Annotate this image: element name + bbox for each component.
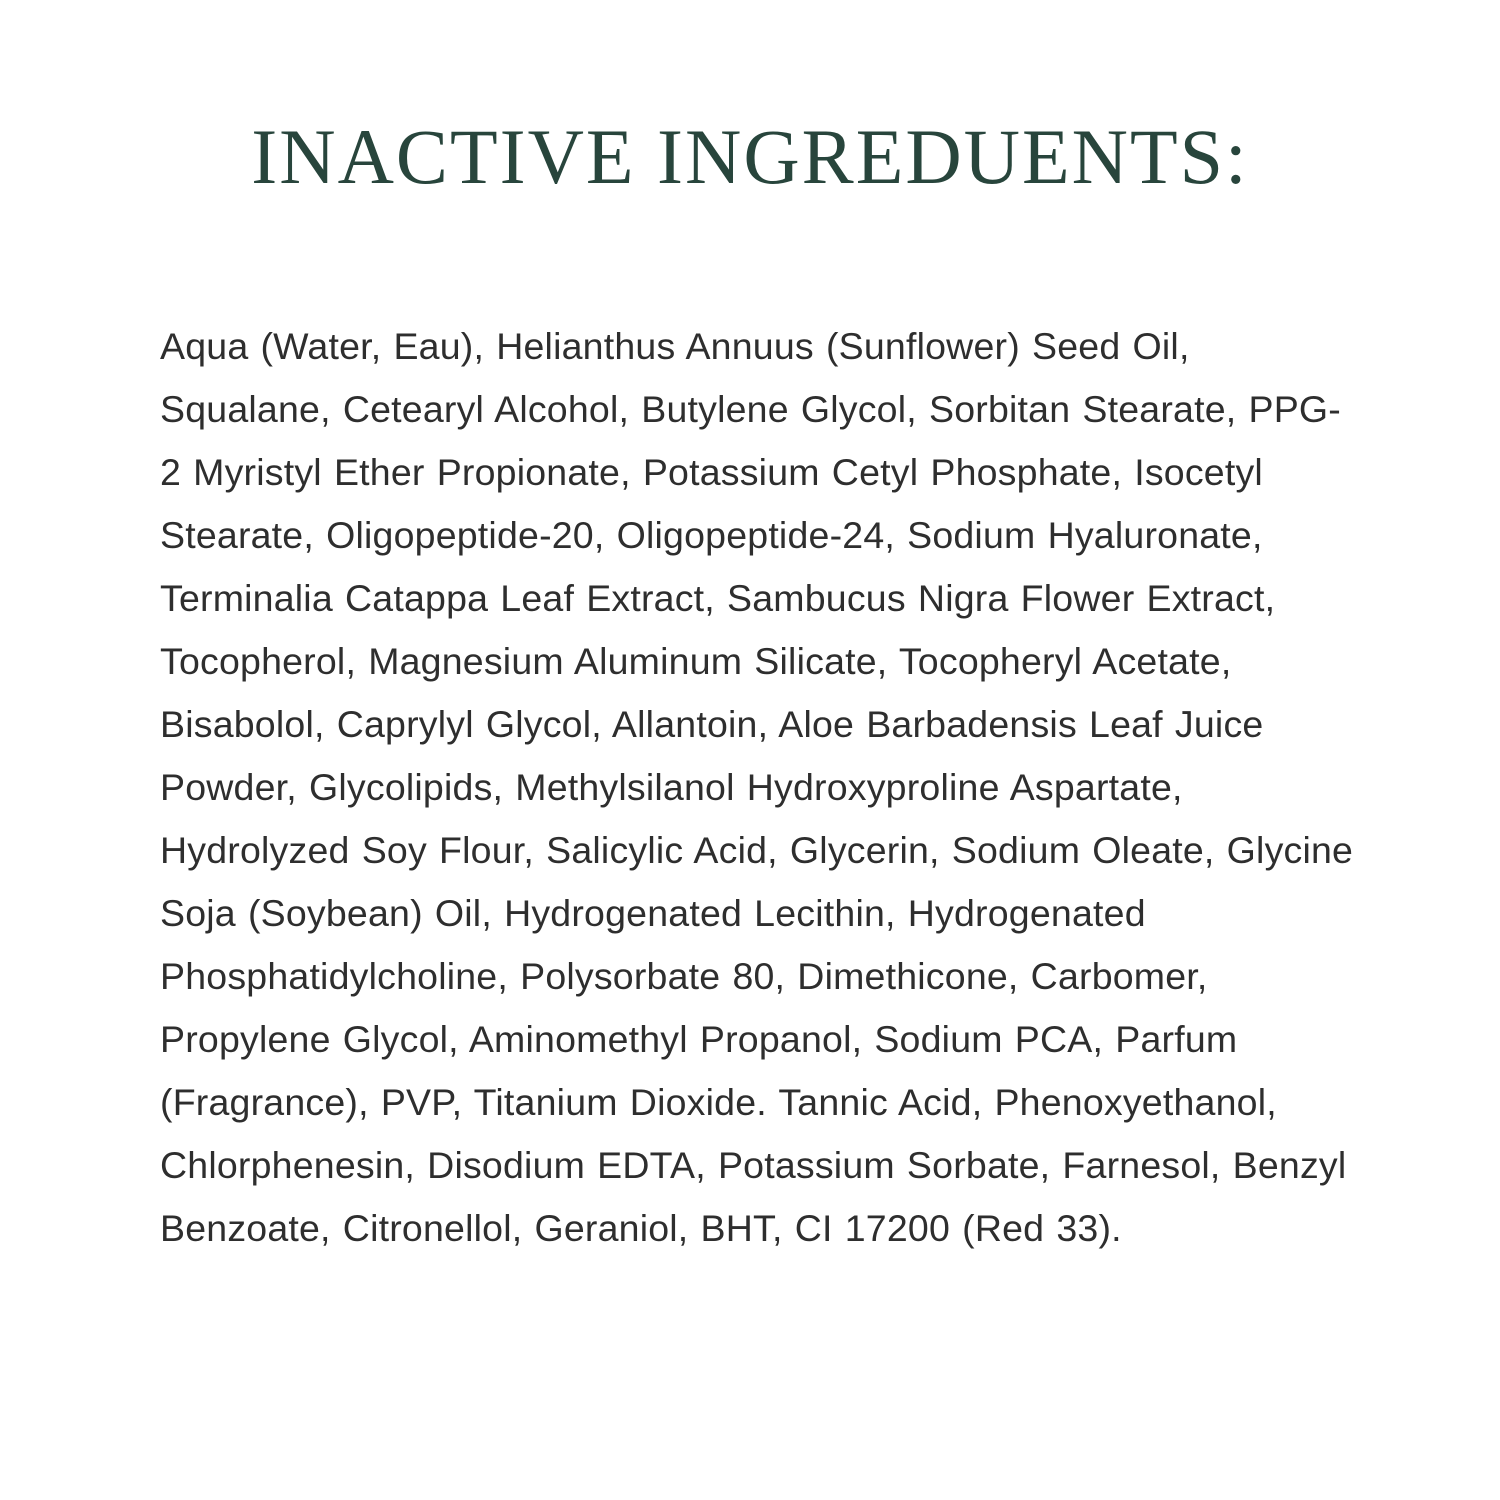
page-title: INACTIVE INGREDUENTS: xyxy=(251,113,1249,200)
ingredients-list-text: Aqua (Water, Eau), Helianthus Annuus (Sunflower) Seed Oil, Squalane, Cetearyl Alcohol, Butylene Glycol, Sorbitan Stearate, PPG-2 Myristyl Ether Propionate, Potassium Cetyl Phosphate, Isocetyl Stearate, Oligopeptide-20, Oligopeptide-24, Sodium Hyaluronate, Terminalia Catappa Leaf Extract, Sambucus Nigra Flower Extract, Tocopherol, Magnesium Aluminum Silicate, Tocopheryl Acetate, Bisabolol, Caprylyl Glycol, Allantoin, Aloe Barbadensis Leaf Juice Powder, Glycolipids, Methylsilanol Hydroxyproline Aspartate, Hydrolyzed Soy Flour, Salicylic Acid, Glycerin, Sodium Oleate, Glycine Soja (Soybean) Oil, Hydrogenated Lecithin, Hydrogenated Phosphatidylcholine, Polysorbate 80, Dimethicone, Carbomer, Propylene Glycol, Aminomethyl Propanol, Sodium PCA, Parfum (Fragrance), PVP, Titanium Dioxide. Tannic Acid, Phenoxyethanol, Chlorphenesin, Disodium EDTA, Potassium Sorbate, Farnesol, Benzyl Benzoate, Citronellol, Geraniol, BHT, CI 17200 (Red 33). xyxy=(160,325,1354,1249)
